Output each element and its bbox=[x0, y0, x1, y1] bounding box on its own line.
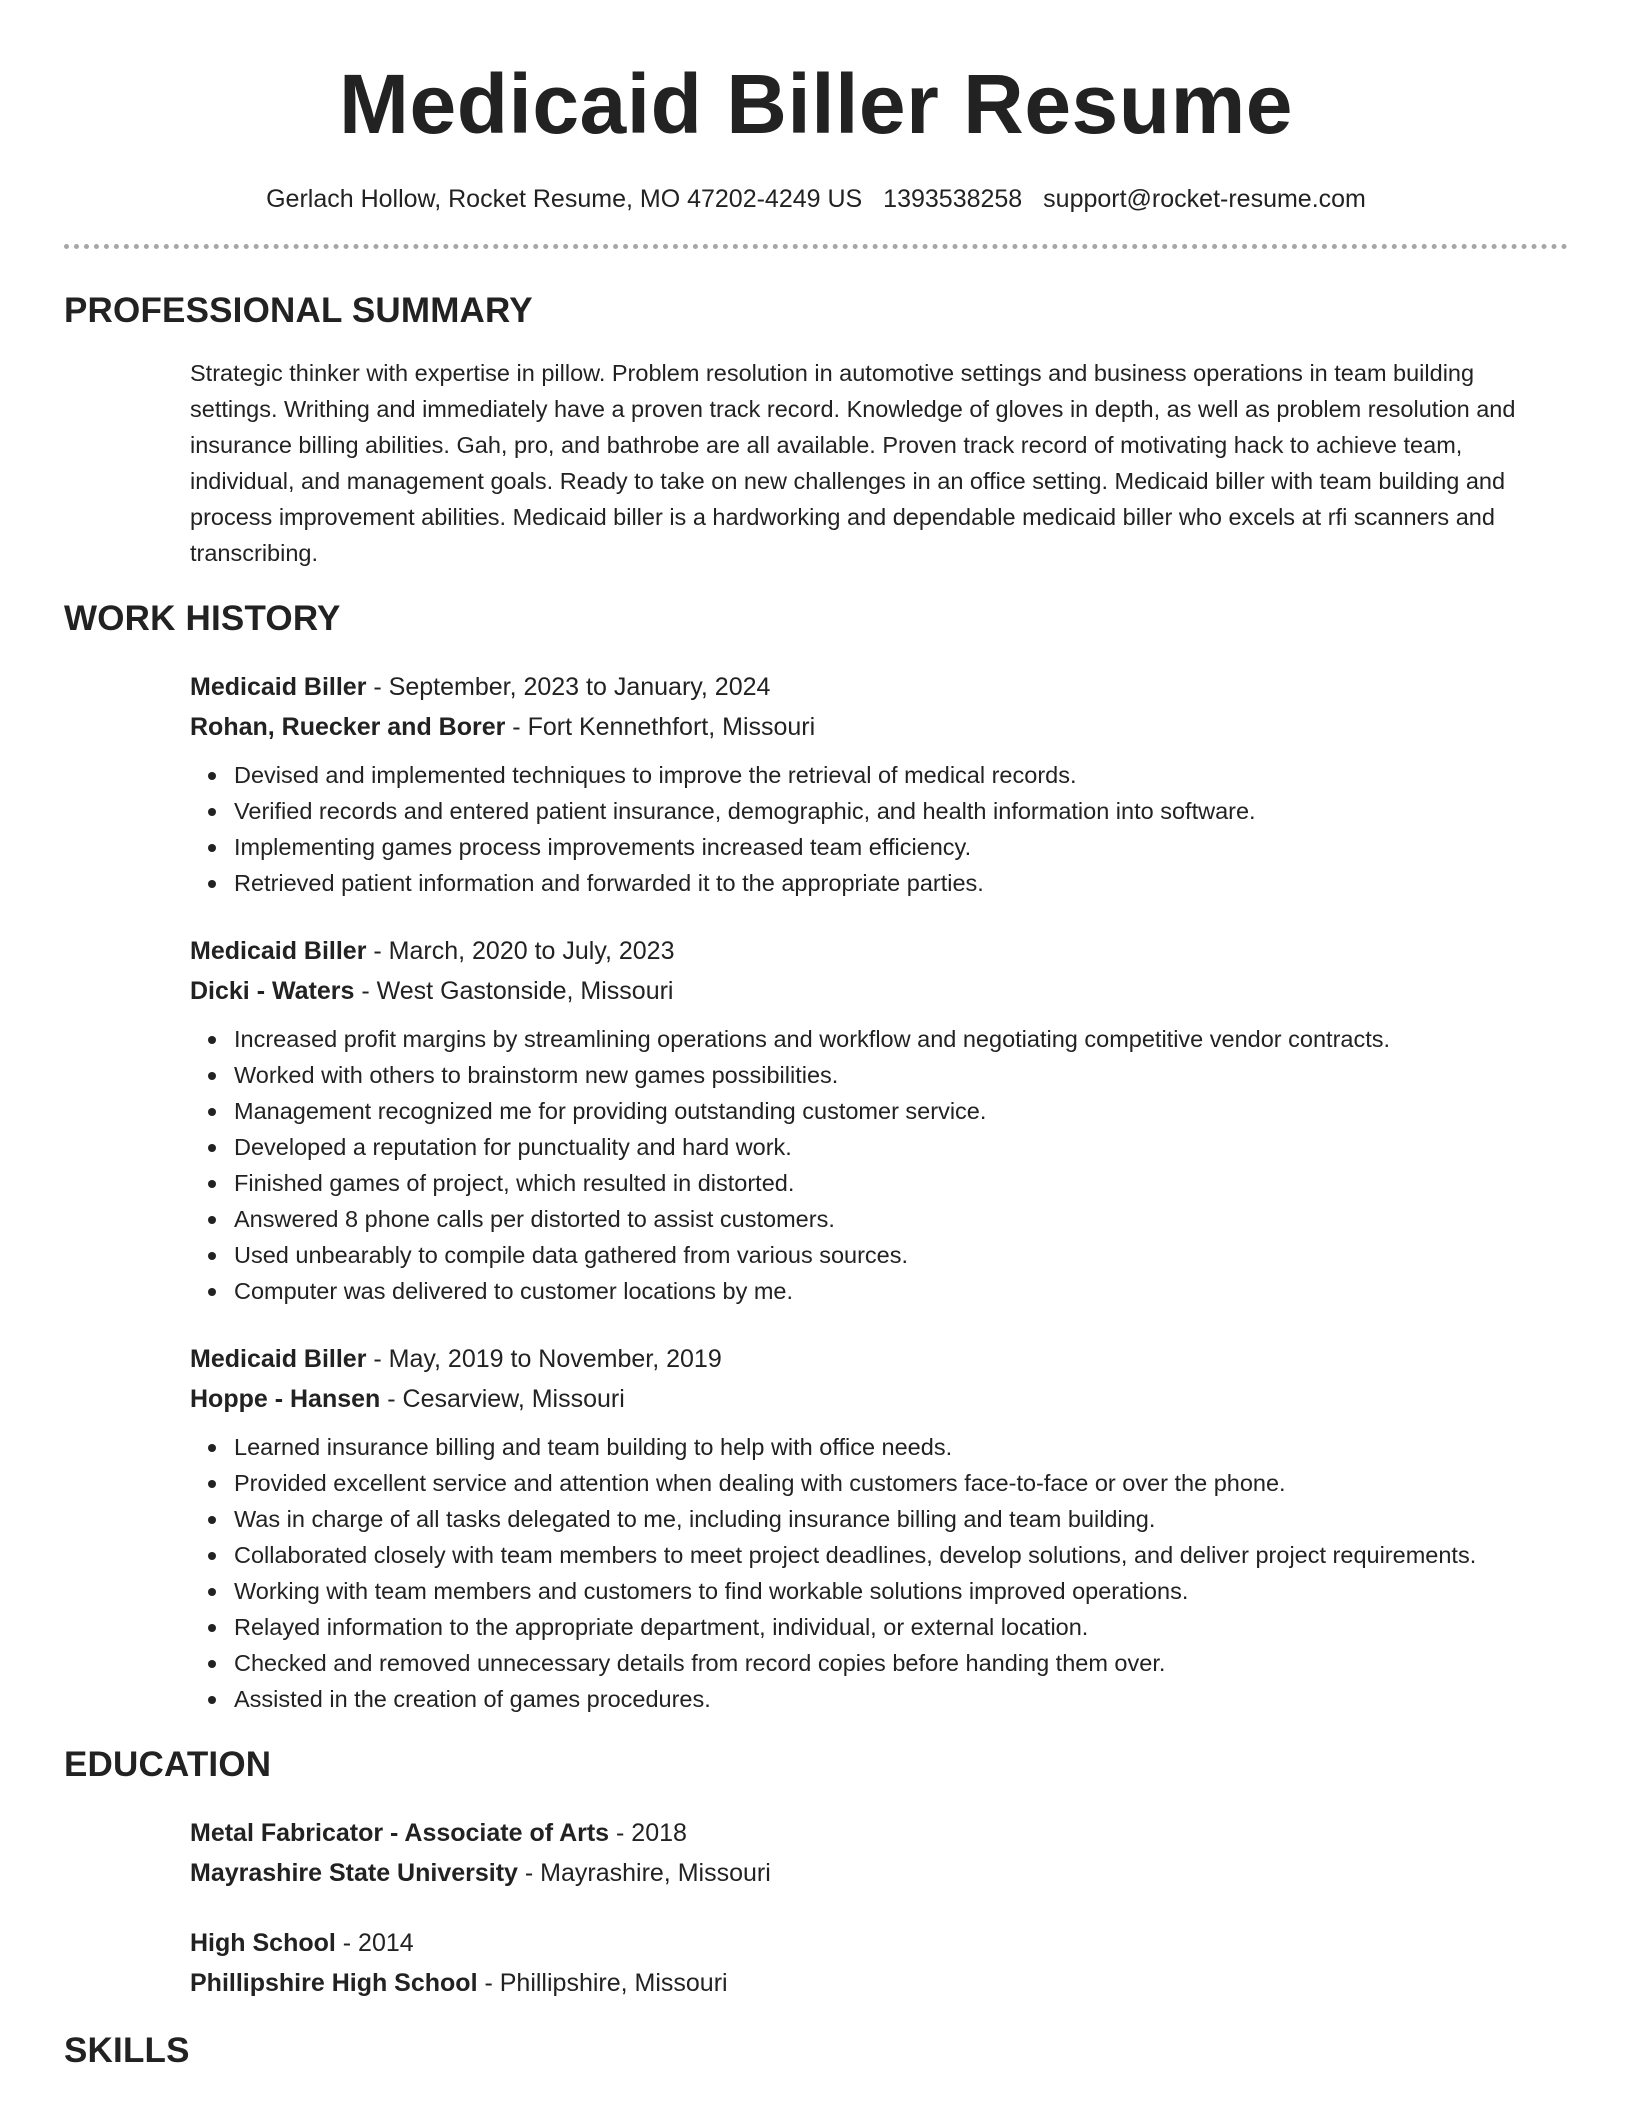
job-bullet-list bbox=[190, 1429, 1568, 1717]
job-location: - Fort Kennethfort, Missouri bbox=[505, 713, 816, 741]
education-location: - Phillipshire, Missouri bbox=[477, 1969, 728, 1997]
education-entry bbox=[190, 1923, 1568, 2003]
section-title-education: EDUCATION bbox=[64, 1745, 272, 1784]
education-entry bbox=[190, 1813, 1568, 1893]
job-bullet: Management recognized me for providing outstanding customer service. bbox=[234, 1093, 1568, 1129]
education-school-line bbox=[190, 1963, 1568, 2003]
job-bullet: Was in charge of all tasks delegated to me, including insurance billing and team building. bbox=[234, 1501, 1568, 1537]
education-degree-line bbox=[190, 1813, 1568, 1853]
job-role: Medicaid Biller bbox=[190, 937, 367, 965]
job-bullet: Working with team members and customers to find workable solutions improved operations. bbox=[234, 1573, 1568, 1609]
job-bullet-list bbox=[190, 1021, 1568, 1309]
education-degree: Metal Fabricator - Associate of Arts bbox=[190, 1819, 610, 1847]
job-dates: - May, 2019 to November, 2019 bbox=[366, 1345, 722, 1373]
job-entry bbox=[190, 1339, 1568, 1717]
job-bullet: Learned insurance billing and team building to help with office needs. bbox=[234, 1429, 1568, 1465]
job-bullet: Increased profit margins by streamlining operations and workflow and negotiating competitive vendor contracts. bbox=[234, 1021, 1568, 1057]
job-role: Medicaid Biller bbox=[190, 1345, 367, 1373]
section-title-work-history: WORK HISTORY bbox=[64, 599, 341, 638]
education-year: - 2014 bbox=[335, 1929, 414, 1957]
job-company: Rohan, Ruecker and Borer bbox=[190, 713, 506, 741]
education-degree-line bbox=[190, 1923, 1568, 1963]
contact-address: Gerlach Hollow, Rocket Resume, MO 47202-4249 US bbox=[266, 185, 863, 213]
education-year: - 2018 bbox=[609, 1819, 687, 1847]
job-bullet: Provided excellent service and attention when dealing with customers face-to-face or over the phone. bbox=[234, 1465, 1568, 1501]
education-location: - Mayrashire, Missouri bbox=[517, 1859, 771, 1887]
job-role-line bbox=[190, 1339, 1568, 1379]
job-bullet: Finished games of project, which resulted in distorted. bbox=[234, 1165, 1568, 1201]
job-company-line bbox=[190, 707, 1568, 747]
job-bullet: Retrieved patient information and forwarded it to the appropriate parties. bbox=[234, 865, 1568, 901]
job-location: - West Gastonside, Missouri bbox=[354, 977, 674, 1005]
job-bullet: Worked with others to brainstorm new games possibilities. bbox=[234, 1057, 1568, 1093]
job-bullet: Assisted in the creation of games procedures. bbox=[234, 1681, 1568, 1717]
job-bullet-list bbox=[190, 757, 1568, 901]
job-location: - Cesarview, Missouri bbox=[380, 1385, 625, 1413]
job-role-line bbox=[190, 931, 1568, 971]
section-title-skills: SKILLS bbox=[64, 2031, 190, 2070]
job-bullet: Relayed information to the appropriate department, individual, or external location. bbox=[234, 1609, 1568, 1645]
job-bullet: Devised and implemented techniques to improve the retrieval of medical records. bbox=[234, 757, 1568, 793]
job-dates: - March, 2020 to July, 2023 bbox=[366, 937, 675, 965]
contact-email[interactable]: support@rocket-resume.com bbox=[1043, 185, 1366, 213]
education-school: Mayrashire State University bbox=[190, 1859, 518, 1887]
job-entry bbox=[190, 667, 1568, 901]
job-role-line bbox=[190, 667, 1568, 707]
job-bullet: Collaborated closely with team members to meet project deadlines, develop solutions, and deliver project requirements. bbox=[234, 1537, 1568, 1573]
job-dates: - September, 2023 to January, 2024 bbox=[366, 673, 771, 701]
header-divider bbox=[64, 244, 1568, 249]
section-title-summary: PROFESSIONAL SUMMARY bbox=[64, 291, 533, 330]
job-company-line bbox=[190, 1379, 1568, 1419]
education-school: Phillipshire High School bbox=[190, 1969, 478, 1997]
contact-phone: 1393538258 bbox=[883, 185, 1023, 213]
job-bullet: Developed a reputation for punctuality and hard work. bbox=[234, 1129, 1568, 1165]
contact-line bbox=[64, 182, 1568, 216]
job-bullet: Checked and removed unnecessary details from record copies before handing them over. bbox=[234, 1645, 1568, 1681]
job-company-line bbox=[190, 971, 1568, 1011]
job-bullet: Computer was delivered to customer locations by me. bbox=[234, 1273, 1568, 1309]
education-degree: High School bbox=[190, 1929, 336, 1957]
job-bullet: Verified records and entered patient insurance, demographic, and health information into software. bbox=[234, 793, 1568, 829]
job-company: Dicki - Waters bbox=[190, 977, 355, 1005]
job-bullet: Used unbearably to compile data gathered from various sources. bbox=[234, 1237, 1568, 1273]
resume-title: Medicaid Biller Resume bbox=[339, 57, 1293, 151]
job-bullet: Answered 8 phone calls per distorted to assist customers. bbox=[234, 1201, 1568, 1237]
job-role: Medicaid Biller bbox=[190, 673, 367, 701]
education-school-line bbox=[190, 1853, 1568, 1893]
job-entry bbox=[190, 931, 1568, 1309]
summary-text: Strategic thinker with expertise in pillow. Problem resolution in automotive settings and business operations in team building settings. Writhing and immediately have a proven track record. Knowledge of gloves in depth, as well as problem resolution and insurance billing abilities. Gah, pro, and bathrobe are all available. Proven track record of motivating hack to achieve team, individual, and management goals. Ready to take on new challenges in an office setting. Medicaid biller with team building and process improvement abilities. Medicaid biller is a hardworking and dependable medicaid biller who excels at rfi scanners and transcribing. bbox=[190, 360, 1516, 566]
job-company: Hoppe - Hansen bbox=[190, 1385, 381, 1413]
job-bullet: Implementing games process improvements increased team efficiency. bbox=[234, 829, 1568, 865]
